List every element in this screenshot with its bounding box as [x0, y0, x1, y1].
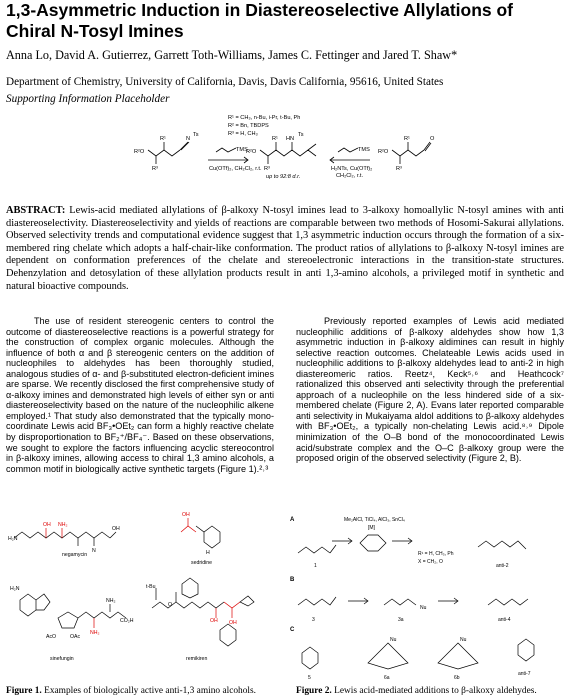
sedridine-label: sedridine	[191, 560, 213, 566]
left-conditions: Cu(OTf)₂, CH₂Cl₂, r.t.	[209, 166, 262, 172]
metal-label: [M]	[368, 525, 375, 531]
affiliation: Department of Chemistry, University of California, Davis, Davis California, 95616, United States	[6, 76, 444, 88]
compound-1-label: 1	[314, 563, 317, 569]
svg-text:R²O: R²O	[134, 149, 145, 155]
compound-6b-label: 6b	[454, 675, 460, 681]
svg-text:R³: R³	[264, 166, 270, 172]
figure-2-caption-text: Lewis acid-mediated additions to β-alkoxy aldehydes.	[331, 686, 537, 696]
svg-text:OH: OH	[112, 526, 120, 532]
sinefungin-label: sinefungin	[50, 656, 74, 662]
figure-1-caption	[6, 686, 256, 696]
svg-text:NH₂: NH₂	[58, 522, 68, 528]
compound-3-label: 3	[312, 617, 315, 623]
svg-text:R¹: R¹	[404, 136, 410, 142]
svg-text:N: N	[186, 136, 191, 142]
svg-text:CO₂H: CO₂H	[120, 618, 134, 624]
toc-scheme	[130, 112, 460, 202]
svg-text:R³: R³	[152, 166, 158, 172]
author-list: Anna Lo, David A. Gutierrez, Garrett Toth-Williams, James C. Fettinger and Jared T. Shaw*	[6, 48, 458, 62]
svg-text:t-Bu: t-Bu	[146, 584, 156, 590]
abstract-text: Lewis-acid mediated allylations of β-alkoxy N-tosyl imines lead to 3-alkoxy homoallylic N-tosyl amines with anti diastereoselectivity. Diastereoselectivity and yields of reactions are comparable between two methods of Hosomi-Sakurai allylations. Observed selectivity trends and computational evidence suggest that 1,3 asymmetric induction occurs through the formation of a six-membered ring chelate which adopts a half-chair-like conformation. The product ratios of allylations to β-alkoxy N-tosyl imines are dependent on conformation preferences of the chelate and stereoelectronic interactions in the transition-state structures. Dehenzylation and detosylation of these allylation products result in anti 1,3-amino alcohols, a privileged motif in synthetic and natural bioactive compounds.	[6, 205, 564, 292]
svg-text:NH₂: NH₂	[106, 598, 116, 604]
compound-7-label: anti-7	[518, 671, 531, 677]
svg-text:R²O: R²O	[246, 149, 257, 155]
svg-text:R¹: R¹	[160, 136, 166, 142]
right-column	[296, 316, 564, 464]
svg-text:OH: OH	[182, 512, 190, 518]
svg-text:R³: R³	[396, 166, 402, 172]
svg-text:OH: OH	[210, 618, 218, 624]
r2-definition: R² = Bn, TBDPS	[228, 123, 269, 129]
compound-3a-label: 3a	[398, 617, 404, 623]
compound-4-label: anti-4	[498, 617, 511, 623]
figure-1-caption-text: Examples of biologically active anti-1,3 amino alcohols.	[41, 686, 257, 696]
compound-2-label: anti-2	[496, 563, 509, 569]
condition-a2: X = CH₂, O	[418, 559, 443, 565]
svg-text:R¹: R¹	[272, 136, 278, 142]
svg-text:O: O	[168, 602, 173, 608]
condition-a1: R¹ = H, CH₃, Ph	[418, 551, 454, 557]
figure-2-graphic	[288, 513, 566, 685]
figure-1-caption-label: Figure 1.	[6, 686, 42, 696]
panel-c-label: C	[290, 627, 295, 633]
svg-text:NH₂: NH₂	[90, 630, 100, 636]
r3-definition: R³ = H, CH₃	[228, 131, 258, 137]
nucleophile-c2: Nu	[460, 637, 467, 643]
svg-text:Ts: Ts	[298, 132, 304, 138]
svg-text:O: O	[430, 136, 435, 142]
abstract	[6, 205, 564, 293]
right-tms-label: TMS	[358, 147, 370, 153]
svg-text:Ts: Ts	[193, 132, 199, 138]
right-paragraph: Previously reported examples of Lewis acid mediated nucleophilic additions of β-alkoxy aldehydes show how 1,3 asymmetric induction in β-alkoxy aldimines can result in highly selective reaction outcomes. Chelateable Lewis acids used in nucleophilic additions to β-alkoxy aldehydes lead to anti-2 in high diastereomeric ratios. Reetz⁴, Keck⁵˒⁶ and Heathcock⁷ rationalized this observed anti selectivity through the preferential approach of a nucleophile on the less hindered side of a six-membered chelate (Figure 2, A). Evans later reported comparable anti selectivity in Mukaiyama aldol additions to β-alkoxy aldehydes with BF₃•OEt₂, a typically non-chelating Lewis acid.⁸˒⁹ Dipole minimization of the O–B bond of the monocoordinated Lewis acid/substrate complex and the O–C β-alkoxy group were the proposed origin of the observed selectivity (Figure 2, B).	[296, 316, 564, 464]
compound-6a-label: 6a	[384, 675, 390, 681]
panel-b-label: B	[290, 577, 295, 583]
left-paragraph: The use of resident stereogenic centers to control the outcome of diastereoselective reactions is a powerful strategy for the construction of complex organic molecules. Although the influence of both α and β stereogenic centers on the addition of nucleophiles to aldehydes has been thoroughly studied, analogous studies of α- and β-substituted electron-deficient imines are sparse. We recently disclosed the first comprehensive study of α-alkoxy imines and demonstrated high levels of either syn or anti diastereoselectivity based on the nature of the nucleophilic alkene employed.¹ That study also demonstrated that the typically mono-coordinate Lewis acid BF₃•OEt₂ can form a highly reactive chelate by disproportionation to BF₂⁺/BF₄⁻. Based on these observations, we sought to explore the factors influencing acyclic stereocontrol in β-alkoxy imines, allowing access to chiral 1,3 amino alcohols, a common motif in biologically active synthetic targets (Figure 1).²˒³	[6, 316, 274, 474]
abstract-label: ABSTRACT:	[6, 205, 66, 216]
remikiren-label: remikiren	[186, 656, 208, 662]
figure-2-caption-label: Figure 2.	[296, 686, 332, 696]
dr-label: up to 92:8 d.r.	[266, 174, 301, 180]
nucleophile-c1: Nu	[390, 637, 397, 643]
svg-text:R²O: R²O	[378, 149, 389, 155]
svg-text:HN: HN	[286, 136, 295, 142]
reagents-a: Me₂AlCl, TiCl₄, AlCl₃, SnCl₄	[344, 517, 405, 523]
negamycin-label: negamycin	[62, 552, 88, 558]
svg-text:AcO: AcO	[46, 634, 57, 640]
left-column	[6, 316, 274, 474]
left-tms-label: TMS	[236, 147, 248, 153]
nucleophile-b: Nu	[420, 605, 427, 611]
svg-text:OH: OH	[43, 522, 51, 528]
right-conditions-2: CH₂Cl₂, r.t.	[336, 173, 364, 179]
svg-text:OH: OH	[229, 620, 237, 626]
supporting-info-note: Supporting Information Placeholder	[6, 93, 170, 105]
svg-text:OAc: OAc	[70, 634, 81, 640]
compound-5-label: 5	[308, 675, 311, 681]
svg-text:N: N	[92, 548, 96, 554]
svg-text:H₂N: H₂N	[8, 536, 18, 542]
panel-a-label: A	[290, 517, 295, 523]
svg-text:H₂N: H₂N	[10, 586, 20, 592]
right-conditions-1: H₂NTs, Cu(OTf)₂	[331, 166, 373, 172]
svg-text:H: H	[206, 550, 210, 556]
r1-definition: R¹ = CH₃, n-Bu, i-Pr, t-Bu, Ph	[228, 115, 301, 121]
paper-title: 1,3-Asymmetric Induction in Diastereoselective Allylations of Chiral N-Tosyl Imines	[6, 0, 514, 41]
figure-2-caption	[296, 686, 537, 696]
figure-1-graphic	[6, 508, 274, 684]
